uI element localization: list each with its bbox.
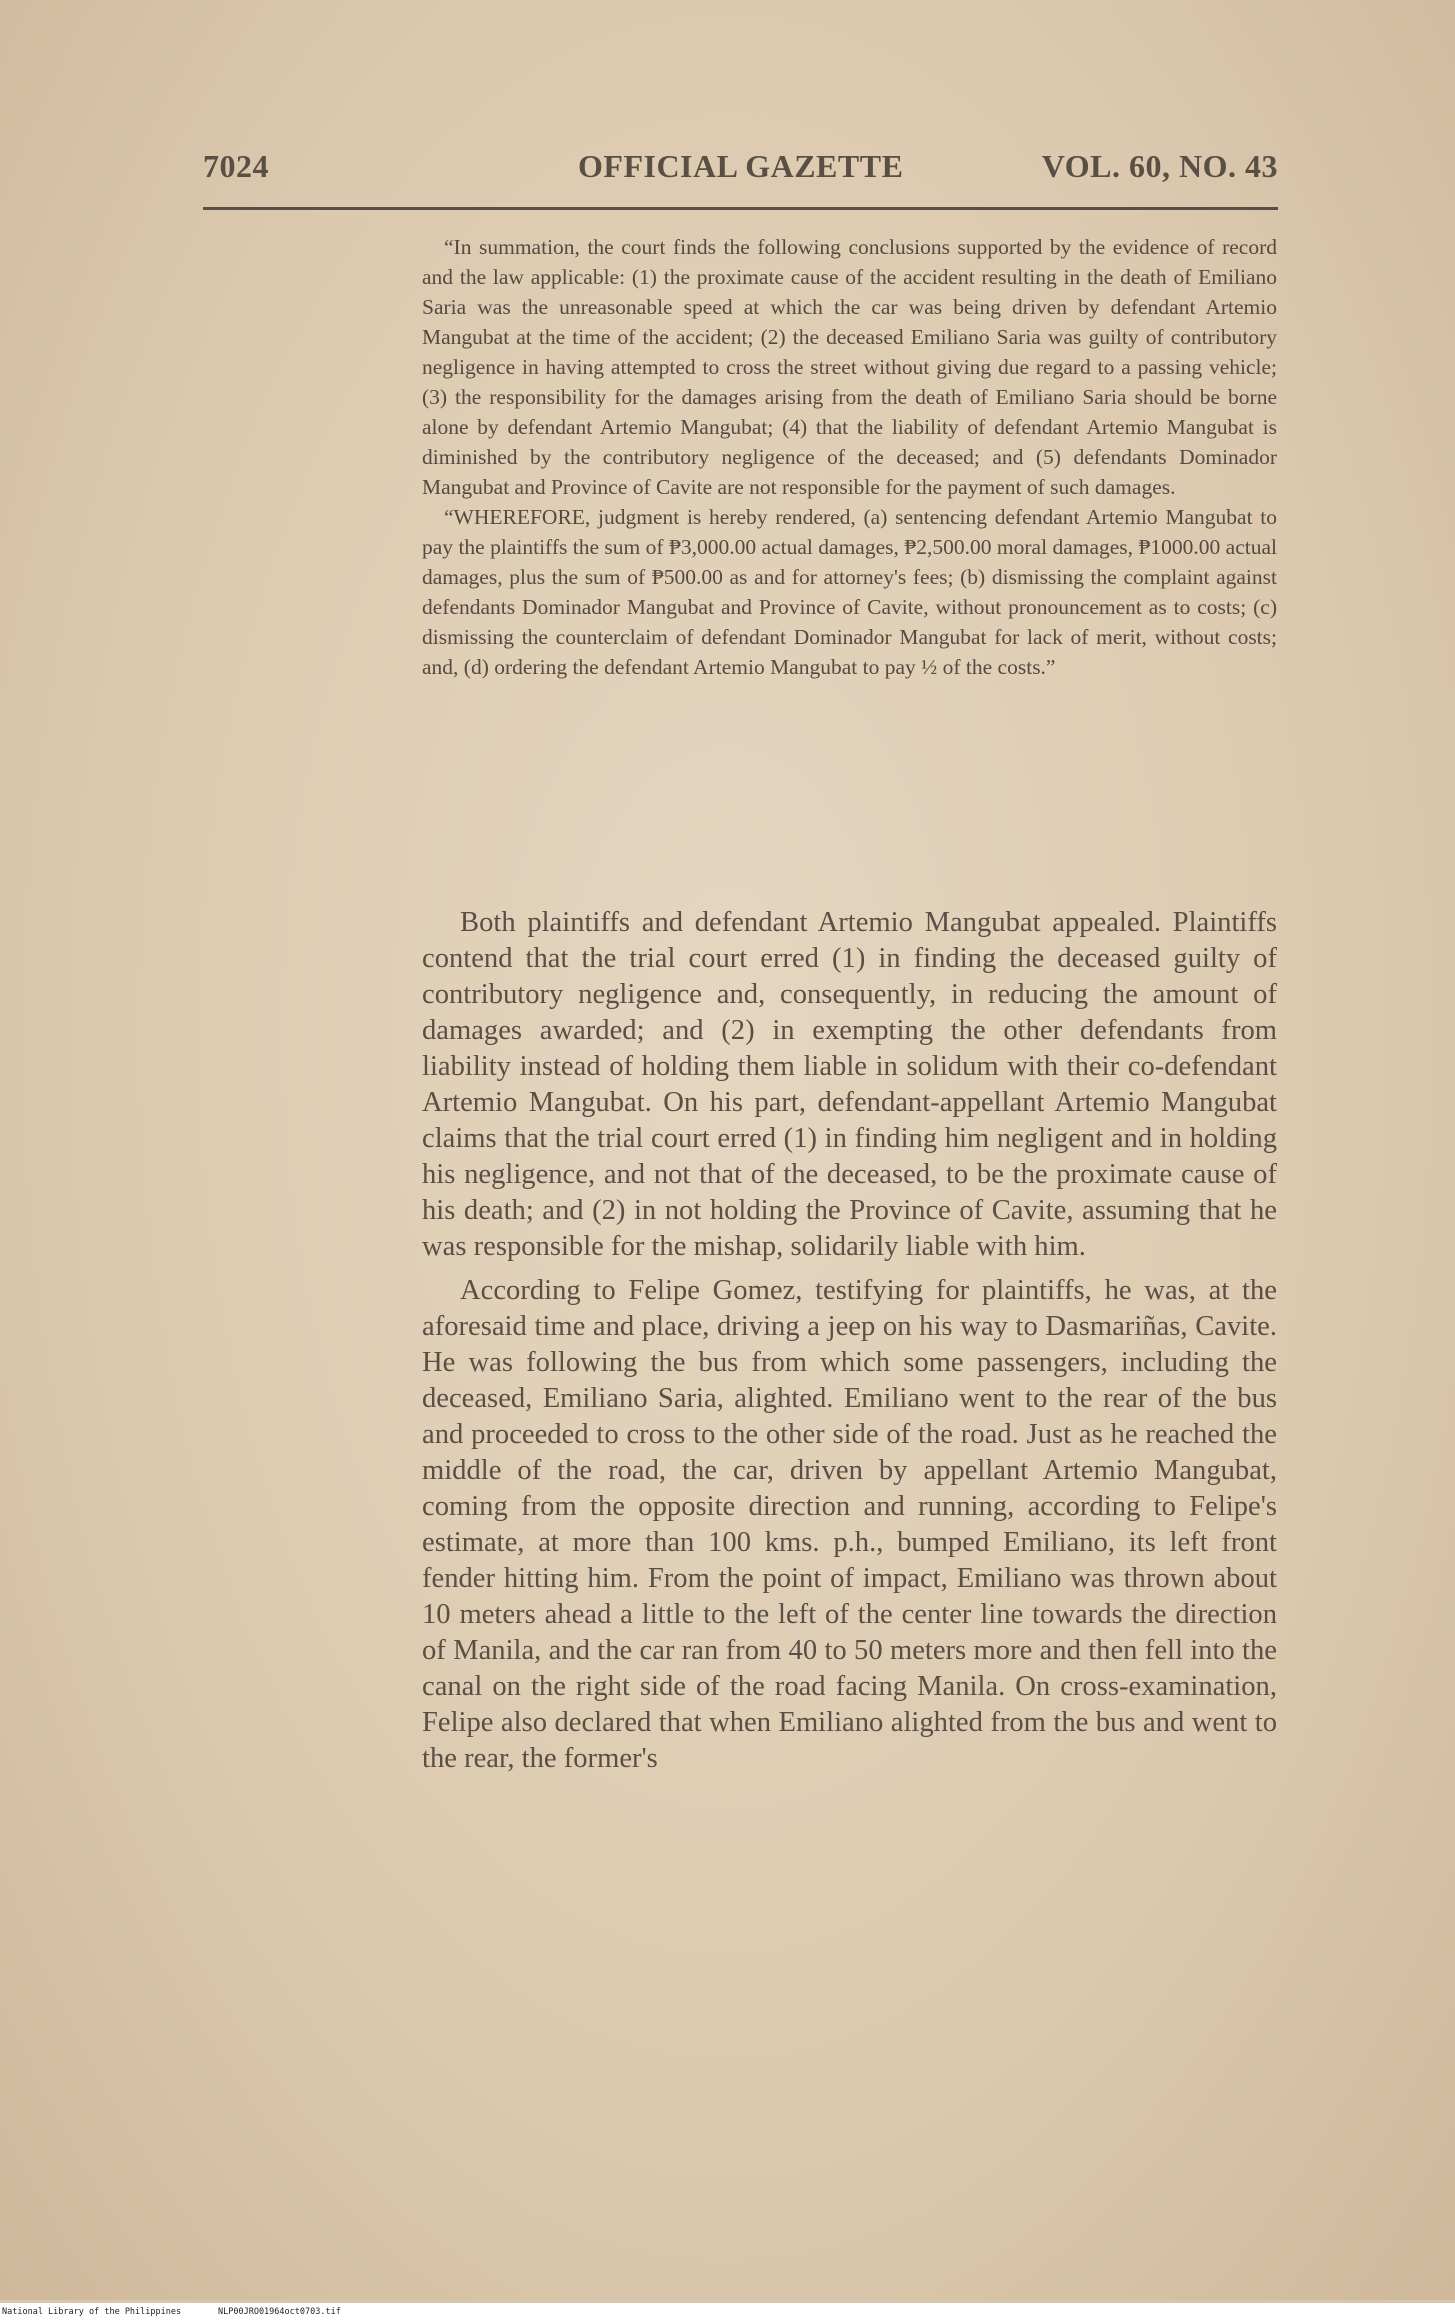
volume-number: VOL. 60, NO. 43 [1041,148,1278,184]
page-number: 7024 [203,148,269,184]
footer-filename: NLP00JRO01964oct0703.tif [218,2307,341,2317]
quote-paragraph: “WHEREFORE, judgment is hereby rendered, (a) sentencing defendant Artemio Mangubat to pay the plaintiffs the sum of ₱3,000.00 actual damages, ₱2,500.00 moral damages, ₱1000.00 actual damages, plus the sum of ₱500.00 as and for attorney's fees; (b) dismissing the complaint against defendants Dominador Mangubat and Province of Cavite, without pronouncement as to costs; (c) dismissing the counterclaim of defendant Dominador Mangubat for lack of merit, without costs; and, (d) ordering the defendant Artemio Mangubat to pay ½ of the costs.” [422,505,1277,679]
quoted-decision [422,232,1277,682]
body-text [422,905,1277,1777]
publication-title: OFFICIAL GAZETTE [578,148,904,184]
body-paragraph: Both plaintiffs and defendant Artemio Mangubat appealed. Plaintiffs contend that the trial court erred (1) in finding the deceased guilty of contributory negligence and, consequently, in reducing the amount of damages awarded; and (2) in exempting the other defendants from liability instead of holding them liable in solidum with their co-defendant Artemio Mangubat. On his part, defendant-appellant Artemio Mangubat claims that the trial court erred (1) in finding him negligent and in holding his negligence, and not that of the deceased, to be the proximate cause of his death; and (2) in not holding the Province of Cavite, assuming that he was responsible for the mishap, solidarily liable with him. [422,907,1277,1262]
header-rule [203,207,1278,210]
page-header [203,148,1278,198]
footer-library: National Library of the Philippines [2,2307,182,2317]
quote-paragraph: “In summation, the court finds the following conclusions supported by the evidence of record and the law applicable: (1) the proximate cause of the accident resulting in the death of Emiliano Saria was the unreasonable speed at which the car was being driven by defendant Artemio Mangubat at the time of the accident; (2) the deceased Emiliano Saria was guilty of contributory negligence in having attempted to cross the street without giving due regard to a passing vehicle; (3) the responsibility for the damages arising from the death of Emiliano Saria should be borne alone by defendant Artemio Mangubat; (4) that the liability of defendant Artemio Mangubat is diminished by the contributory negligence of the deceased; and (5) defendants Dominador Mangubat and Province of Cavite are not responsible for the payment of such damages. [422,235,1277,499]
body-paragraph: According to Felipe Gomez, testifying for plaintiffs, he was, at the aforesaid time and place, driving a jeep on his way to Dasmariñas, Cavite. He was following the bus from which some passengers, including the deceased, Emiliano Saria, alighted. Emiliano went to the rear of the bus and proceeded to cross to the other side of the road. Just as he reached the middle of the road, the car, driven by appellant Artemio Mangubat, coming from the opposite direction and running, according to Felipe's estimate, at more than 100 kms. p.h., bumped Emiliano, its left front fender hitting him. From the point of impact, Emiliano was thrown about 10 meters ahead a little to the left of the center line towards the direction of Manila, and the car ran from 40 to 50 meters more and then fell into the canal on the right side of the road facing Manila. On cross-examination, Felipe also declared that when Emiliano alighted from the bus and went to the rear, the former's [422,1275,1277,1774]
scan-footer [0,2303,1455,2321]
